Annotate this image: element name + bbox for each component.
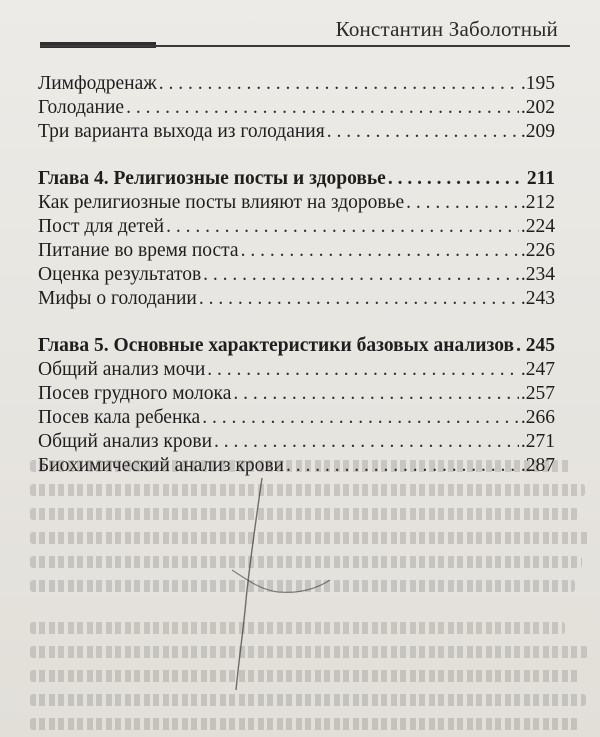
- toc-entry-title: Три варианта выхода из голодания: [38, 121, 325, 142]
- toc-entry-page: .287: [520, 455, 555, 476]
- toc-entry-page: .224: [520, 216, 555, 237]
- toc-entry-title: Голодание: [38, 97, 125, 118]
- toc-entry-title: Биохимический анализ крови: [38, 455, 284, 476]
- toc-entry-page: .271: [520, 431, 555, 452]
- toc-entry-title: Пост для детей: [38, 216, 165, 237]
- toc-chapter-page: 211: [526, 168, 555, 189]
- toc-entry-page: .247: [520, 359, 555, 380]
- toc-entry-title: Общий анализ мочи: [38, 359, 206, 380]
- toc-entry-title: Лимфодренаж: [38, 73, 157, 94]
- toc-entry-page: .226: [520, 240, 555, 261]
- toc-entry-page: .212: [520, 192, 555, 213]
- toc-entry-page: .257: [520, 383, 555, 404]
- header-author: Константин Заболотный: [335, 17, 558, 41]
- toc-entry-page: .202: [520, 97, 555, 118]
- toc-entry-page: .243: [520, 288, 555, 309]
- toc-chapter-title: Глава 4. Религиозные посты и здоровье: [38, 168, 386, 189]
- toc-entry-title: Как религиозные посты влияют на здоровье: [38, 192, 405, 213]
- toc-entry-title: Посев грудного молока: [38, 383, 232, 404]
- toc-entry-title: Мифы о голодании: [38, 288, 197, 309]
- toc-entry-title: Общий анализ крови: [38, 431, 213, 452]
- toc-entry-page: .234: [520, 264, 555, 285]
- toc-entry-title: Посев кала ребенка: [38, 407, 201, 428]
- toc-entry-title: Оценка результатов: [38, 264, 202, 285]
- toc-entry-page: .209: [520, 121, 555, 142]
- toc-entry-title: Питание во время поста: [38, 240, 239, 261]
- toc-entry-page: .266: [520, 407, 555, 428]
- toc-chapter-title: Глава 5. Основные характеристики базовых анализов: [38, 335, 515, 356]
- toc-chapter-page: 245: [525, 335, 555, 356]
- toc-entry-page: .195: [520, 73, 555, 94]
